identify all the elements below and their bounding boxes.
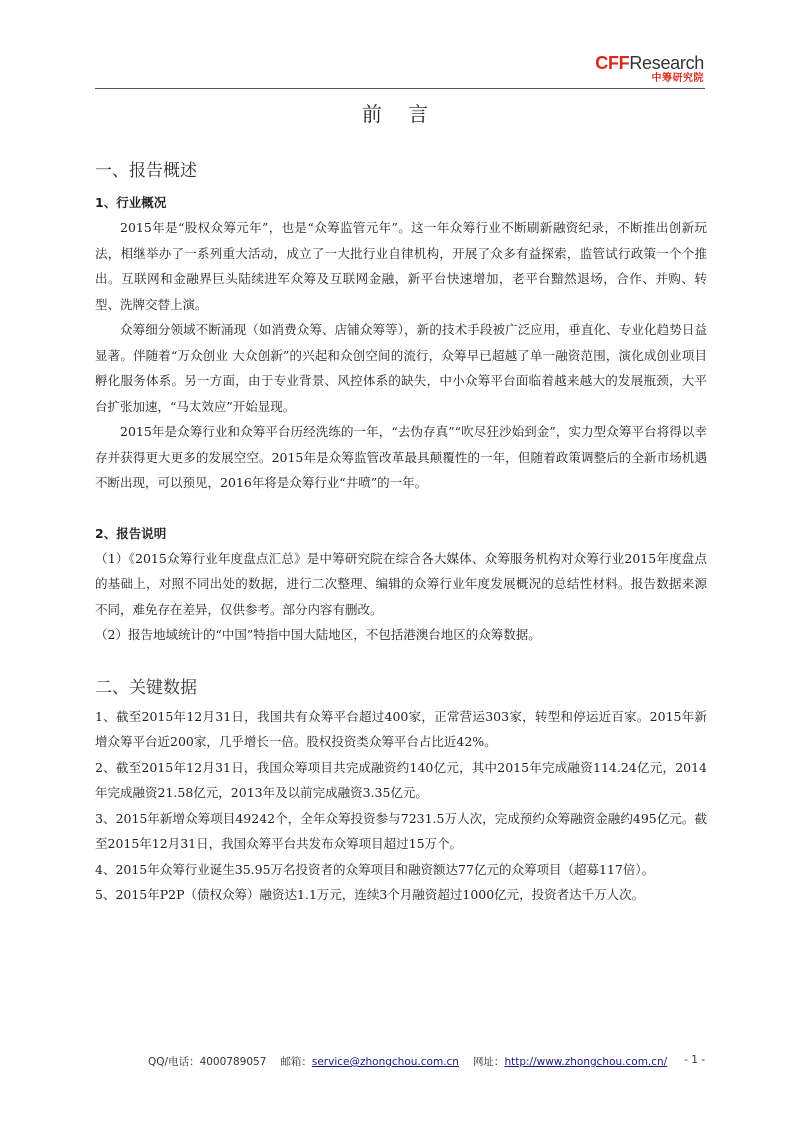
footer-contact: QQ/电话：4000789057 bbox=[148, 1056, 267, 1068]
paragraph: 2015年是众筹行业和众筹平台历经洗练的一年，“去伪存真”“吹尽狂沙始到金”，实力型众筹平台将得以幸存并获得更大更多的发展空空。2015年是众筹监管改革最具颠覆性的一年，但随着政策调整后的全新市场机遇不断出现，可以预见，2016年将是众筹行业“井喷”的一年。 bbox=[95, 424, 707, 490]
header-divider bbox=[95, 88, 705, 89]
key-data-item: 1、截至2015年12月31日，我国共有众筹平台超过400家，正常营运303家，转型和停运近百家。2015年新增众筹平台近200家，几乎增长一倍。股权投资类众筹平台占比近42%。 bbox=[95, 708, 707, 749]
note-item: （2）报告地域统计的“中国”特指中国大陆地区，不包括港澳台地区的众筹数据。 bbox=[95, 627, 541, 642]
key-data-item: 5、2015年P2P（债权众筹）融资达1.1万元，连续3个月融资超过1000亿元，投资者达千万人次。 bbox=[95, 887, 645, 902]
paragraph: 2015年是“股权众筹元年”，也是“众筹监管元年”。这一年众筹行业不断刷新融资纪录，不断推出创新玩法，相继举办了一系列重大活动，成立了一大批行业自律机构，开展了众多有益探索，监管试行政策一个个推出。互联网和金融界巨头陆续进军众筹及互联网金融，新平台快速增加，老平台黯然退场，合作、并购、转型、洗牌交替上演。 bbox=[95, 220, 707, 312]
paragraph: 众筹细分领域不断涌现（如消费众筹、店铺众筹等），新的技术手段被广泛应用，垂直化、专业化趋势日益显著。伴随着“万众创业 大众创新”的兴起和众创空间的流行，众筹早已超越了单一融资范围，演化成创业项目孵化服务体系。另一方面，由于专业背景、风控体系的缺失，中小众筹平台面临着越来越大的发展瓶颈，大平台扩张加速，“马太效应”开始显现。 bbox=[95, 322, 707, 414]
footer-site-label: 网址： bbox=[472, 1056, 505, 1068]
page-number: - 1 - bbox=[684, 1054, 705, 1066]
logo-research-text: Research bbox=[629, 53, 704, 73]
section-heading-key-data: 二、关键数据 bbox=[95, 677, 197, 698]
section-heading-overview: 一、报告概述 bbox=[95, 161, 197, 181]
note-item: （1）《2015众筹行业年度盘点汇总》是中筹研究院在综合各大媒体、众筹服务机构对众筹行业2015年度盘点的基础上，对照不同出处的数据，进行二次整理、编辑的众筹行业年度发展概况的总结性材料。报告数据来源不同，难免存在差异，仅供参考。部分内容有删改。 bbox=[95, 550, 707, 617]
page-footer bbox=[148, 1054, 708, 1069]
key-data-item: 3、2015年新增众筹项目49242个，全年众筹投资参与7231.5万人次，完成预约众筹融资金融约495亿元。截至2015年12月31日，我国众筹平台共发布众筹项目超过15万个。 bbox=[95, 810, 707, 851]
footer-email-link[interactable]: service@zhongchou.com.cn bbox=[311, 1056, 459, 1068]
footer-email-label: 邮箱： bbox=[280, 1056, 312, 1068]
logo-subtitle: 中筹研究院 bbox=[651, 73, 704, 84]
footer-website-link[interactable]: http://www.zhongchou.com.cn/ bbox=[504, 1056, 668, 1068]
key-data-item: 2、截至2015年12月31日，我国众筹项目共完成融资约140亿元，其中2015年完成融资114.24亿元，2014年完成融资21.58亿元，2013年及以前完成融资3.35亿元。 bbox=[95, 759, 707, 800]
brand-logo bbox=[595, 54, 704, 85]
logo-wordmark bbox=[595, 54, 704, 72]
logo-cff-text: CFF bbox=[595, 53, 630, 73]
subsection-heading-industry: 1、行业概况 bbox=[95, 195, 167, 210]
page-title: 前 言 bbox=[361, 102, 439, 126]
subsection-heading-notes: 2、报告说明 bbox=[95, 525, 167, 541]
key-data-item: 4、2015年众筹行业诞生35.95万名投资者的众筹项目和融资额达77亿元的众筹项目（超募117倍）。 bbox=[95, 861, 655, 877]
document-body bbox=[95, 157, 707, 908]
